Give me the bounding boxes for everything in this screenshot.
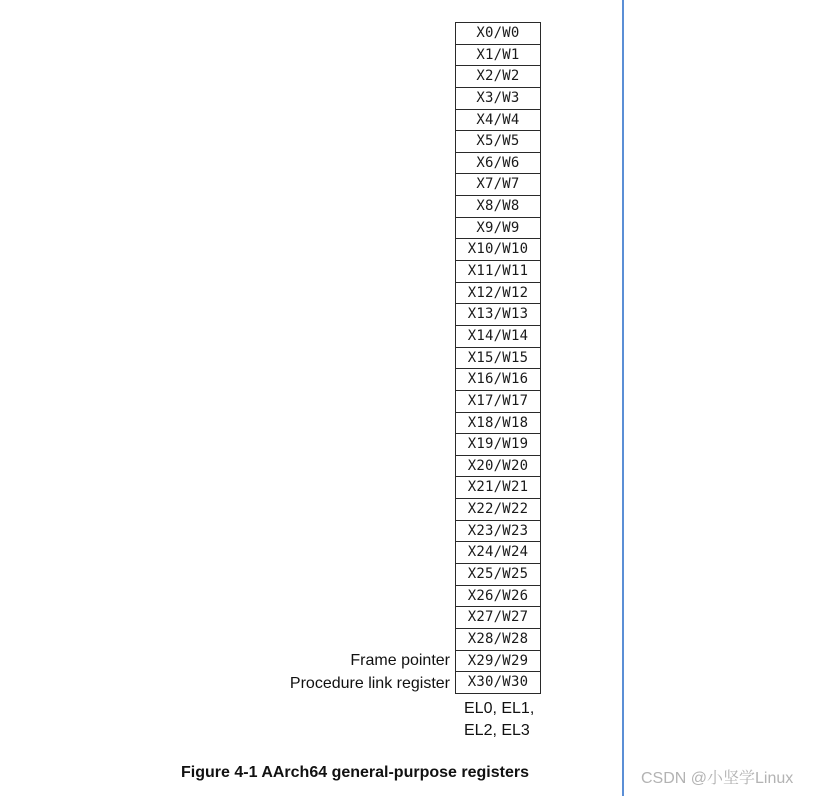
register-cell: X21/W21: [456, 477, 540, 499]
frame-pointer-label: Frame pointer: [350, 651, 450, 669]
register-cell: X30/W30: [456, 672, 540, 694]
register-cell: X3/W3: [456, 88, 540, 110]
register-cell: X9/W9: [456, 218, 540, 240]
register-cell: X6/W6: [456, 153, 540, 175]
register-cell: X4/W4: [456, 110, 540, 132]
register-cell: X13/W13: [456, 304, 540, 326]
register-cell: X22/W22: [456, 499, 540, 521]
register-cell: X29/W29: [456, 651, 540, 673]
register-cell: X14/W14: [456, 326, 540, 348]
procedure-link-register-label: Procedure link register: [289, 674, 450, 692]
exception-level-line-2: EL2, EL3: [464, 722, 530, 739]
exception-level-caption: [464, 698, 534, 742]
register-cell: X26/W26: [456, 586, 540, 608]
register-stack: [455, 22, 541, 694]
divider-line: [622, 0, 624, 796]
register-cell: X17/W17: [456, 391, 540, 413]
register-cell: X8/W8: [456, 196, 540, 218]
register-cell: X24/W24: [456, 542, 540, 564]
register-cell: X15/W15: [456, 348, 540, 370]
register-cell: X2/W2: [456, 66, 540, 88]
register-cell: X0/W0: [456, 23, 540, 45]
register-cell: X11/W11: [456, 261, 540, 283]
register-cell: X12/W12: [456, 283, 540, 305]
register-cell: X25/W25: [456, 564, 540, 586]
figure-caption: Figure 4-1 AArch64 general-purpose registers: [181, 764, 529, 781]
register-cell: X18/W18: [456, 413, 540, 435]
register-cell: X20/W20: [456, 456, 540, 478]
watermark: CSDN @小坚学Linux: [641, 770, 794, 787]
register-cell: X23/W23: [456, 521, 540, 543]
register-cell: X7/W7: [456, 174, 540, 196]
register-cell: X5/W5: [456, 131, 540, 153]
exception-level-line-1: EL0, EL1,: [464, 700, 535, 717]
register-cell: X19/W19: [456, 434, 540, 456]
register-cell: X1/W1: [456, 45, 540, 67]
register-cell: X27/W27: [456, 607, 540, 629]
register-cell: X16/W16: [456, 369, 540, 391]
register-cell: X10/W10: [456, 239, 540, 261]
register-cell: X28/W28: [456, 629, 540, 651]
